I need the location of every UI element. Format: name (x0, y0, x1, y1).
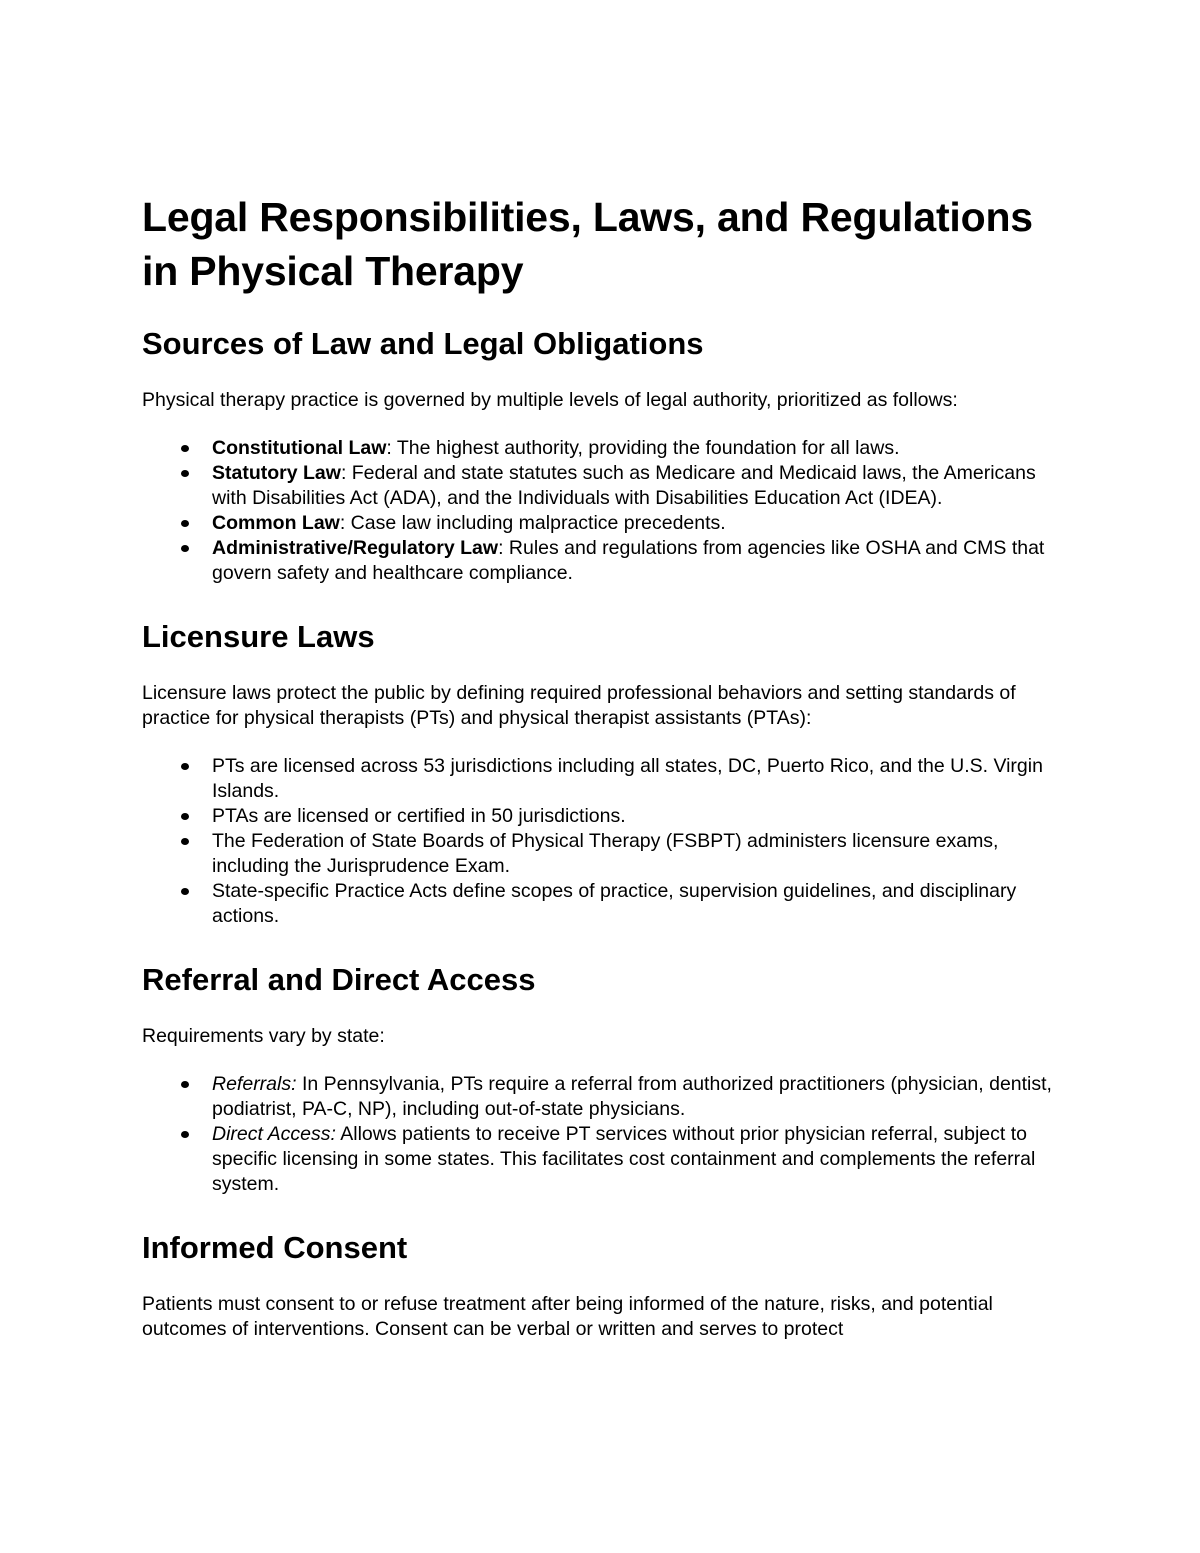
section-intro: Licensure laws protect the public by defining required professional behaviors and setting standards of practice for physical therapists (PTs) and physical therapist assistants (PTAs): (142, 682, 1016, 729)
list-item-term: Referrals: (212, 1073, 297, 1095)
section-intro: Patients must consent to or refuse treatment after being informed of the nature, risks, and potential outcomes of interventions. Consent can be verbal or written and serves to protect (142, 1293, 993, 1340)
bullet-icon (181, 545, 189, 552)
bullet-list (142, 754, 1062, 929)
list-item-text: Allows patients to receive PT services without prior physician referral, subject to specific licensing in some states. This facilitates cost containment and complements the referral system. (212, 1123, 1036, 1195)
bullet-icon (181, 520, 189, 527)
list-item (142, 754, 1062, 804)
list-item (142, 511, 1062, 536)
list-item-text: PTAs are licensed or certified in 50 jurisdictions. (212, 805, 626, 827)
list-item-text: The Federation of State Boards of Physical Therapy (FSBPT) administers licensure exams, including the Jurisprudence Exam. (212, 830, 999, 877)
list-item-text: State-specific Practice Acts define scopes of practice, supervision guidelines, and disciplinary actions. (212, 880, 1017, 927)
list-item-term: Direct Access: (212, 1123, 336, 1145)
list-item-text: : Rules and regulations from agencies like OSHA and CMS that govern safety and healthcare compliance. (212, 537, 1045, 584)
list-item-text: : Case law including malpractice precedents. (339, 512, 726, 534)
bullet-list (142, 436, 1062, 586)
document-title: Legal Responsibilities, Laws, and Regulations in Physical Therapy (142, 194, 1033, 294)
document-page (142, 190, 1062, 1365)
section-heading: Referral and Direct Access (142, 962, 536, 997)
list-item-text: PTs are licensed across 53 jurisdictions including all states, DC, Puerto Rico, and the U.S. Virgin Islands. (212, 755, 1043, 802)
list-item-text: : Federal and state statutes such as Medicare and Medicaid laws, the Americans with Disabilities Act (ADA), and the Individuals with Disabilities Education Act (IDEA). (212, 462, 1036, 509)
bullet-icon (181, 445, 189, 452)
list-item (142, 536, 1062, 586)
bullet-icon (181, 470, 189, 477)
list-item (142, 829, 1062, 879)
section-sources-of-law (142, 324, 1062, 586)
bullet-icon (181, 838, 189, 845)
list-item-text: In Pennsylvania, PTs require a referral from authorized practitioners (physician, dentist, podiatrist, PA-C, NP), including out-of-state physicians. (212, 1073, 1052, 1120)
section-licensure-laws (142, 617, 1062, 929)
bullet-list (142, 1072, 1062, 1197)
list-item (142, 436, 1062, 461)
section-heading: Licensure Laws (142, 619, 375, 654)
section-heading: Sources of Law and Legal Obligations (142, 326, 704, 361)
section-intro: Requirements vary by state: (142, 1025, 385, 1047)
list-item-term: Common Law (212, 512, 340, 534)
bullet-icon (181, 813, 189, 820)
list-item-term: Administrative/Regulatory Law (212, 537, 499, 559)
bullet-icon (181, 1131, 189, 1138)
bullet-icon (181, 1081, 189, 1088)
list-item-term: Constitutional Law (212, 437, 387, 459)
list-item (142, 804, 1062, 829)
bullet-icon (181, 763, 189, 770)
section-referral-direct-access (142, 960, 1062, 1197)
list-item (142, 461, 1062, 511)
list-item-text: : The highest authority, providing the foundation for all laws. (386, 437, 900, 459)
list-item (142, 1072, 1062, 1122)
bullet-icon (181, 888, 189, 895)
section-intro: Physical therapy practice is governed by multiple levels of legal authority, prioritized as follows: (142, 389, 958, 411)
section-heading: Informed Consent (142, 1230, 408, 1265)
section-informed-consent (142, 1228, 1062, 1342)
list-item-term: Statutory Law (212, 462, 341, 484)
list-item (142, 1122, 1062, 1197)
list-item (142, 879, 1062, 929)
